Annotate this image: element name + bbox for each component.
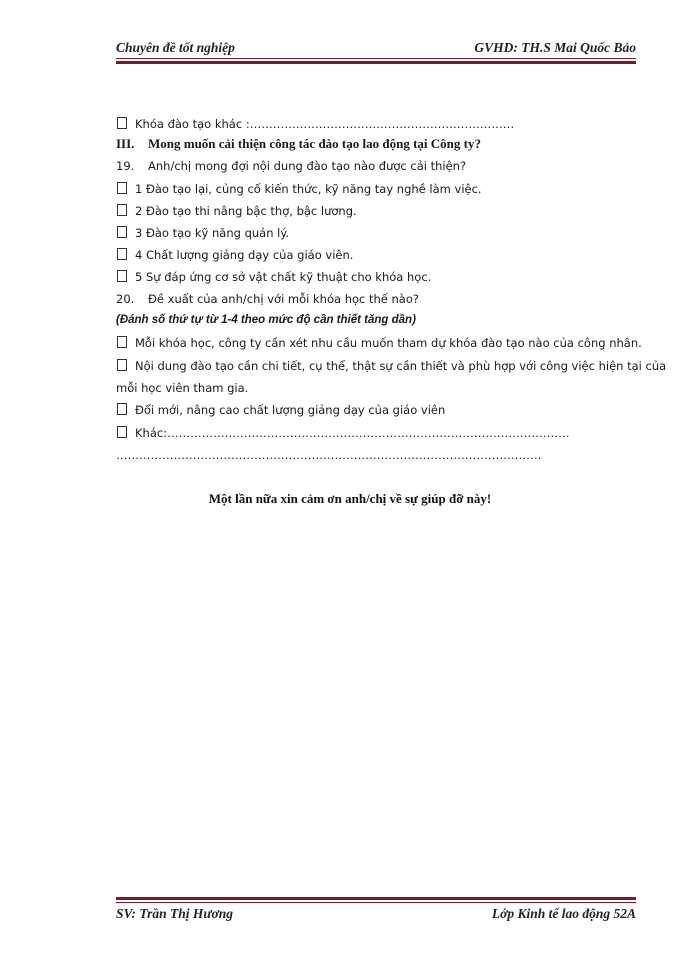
question-text: Anh/chị mong đợi nội dung đào tạo nào được cải thiện? [148, 159, 467, 173]
option-text: Khác:…………………………………………………………………………………………… [135, 426, 570, 440]
q20-option-2 [116, 359, 666, 373]
section-title: Mong muốn cải thiện công tác đào tạo lao động tại Công ty? [148, 136, 481, 151]
other-courses-text: Khóa đào tạo khác :…………………………………………………………… [135, 117, 515, 131]
checkbox-icon[interactable] [117, 226, 127, 238]
option-text: 3 Đào tạo kỹ năng quản lý. [135, 226, 290, 240]
option-text: 2 Đào tạo thi nâng bậc thợ, bậc lương. [135, 204, 357, 218]
section-heading [116, 136, 481, 152]
question-number: 19. [116, 159, 135, 173]
q19-option-5 [116, 270, 431, 284]
checkbox-icon[interactable] [117, 248, 127, 260]
header-right: GVHD: TH.S Mai Quốc Bảo [474, 40, 636, 55]
q19-option-1 [116, 182, 482, 196]
closing-thanks: Một lần nữa xin cảm ơn anh/chị về sự giúp đỡ này! [208, 491, 492, 506]
checkbox-icon[interactable] [117, 204, 127, 216]
checkbox-icon[interactable] [117, 117, 127, 129]
footer-rule [116, 897, 636, 903]
option-text: Mỗi khóa học, công ty cần xét nhu cầu muốn tham dự khóa đào tạo nào của công nhân. [135, 336, 642, 350]
option-text: 4 Chất lượng giảng dạy của giáo viên. [135, 248, 354, 262]
other-courses-item [116, 117, 514, 131]
question-20 [116, 292, 419, 306]
checkbox-icon[interactable] [117, 336, 127, 348]
q20-option-2-cont: mỗi học viên tham gia. [116, 381, 249, 395]
header-rule [116, 58, 636, 64]
question-20-note: (Đánh số thứ tự từ 1-4 theo mức độ cần thiết tăng dần) [116, 314, 416, 326]
q19-option-3 [116, 226, 289, 240]
option-text: Đổi mới, nâng cao chất lượng giảng dạy của giáo viên [135, 403, 446, 417]
question-19 [116, 159, 466, 173]
checkbox-icon[interactable] [117, 403, 127, 415]
footer-right: Lớp Kinh tế lao động 52A [491, 906, 636, 921]
q19-option-4 [116, 248, 353, 262]
q19-option-2 [116, 204, 357, 218]
option-text: 1 Đào tạo lại, củng cố kiến thức, kỹ năng tay nghề làm việc. [135, 182, 482, 196]
q20-option-1 [116, 336, 642, 350]
footer-left: SV: Trần Thị Hương [116, 906, 233, 921]
q20-option-other [116, 426, 570, 440]
q20-option-3 [116, 403, 445, 417]
checkbox-icon[interactable] [117, 426, 127, 438]
option-text: Nội dung đào tạo cần chi tiết, cụ thể, thật sự cần thiết và phù hợp với công việc hiện tại của [135, 359, 667, 373]
question-text: Đề xuất của anh/chị với mỗi khóa học thế nào? [148, 292, 419, 306]
q20-other-continuation: ………………………………………………………………………………………………… [116, 448, 542, 462]
checkbox-icon[interactable] [117, 270, 127, 282]
header-left: Chuyên đề tốt nghiệp [116, 40, 235, 55]
checkbox-icon[interactable] [117, 182, 127, 194]
option-text: 5 Sự đáp ứng cơ sở vật chất kỹ thuật cho khóa học. [135, 270, 432, 284]
checkbox-icon[interactable] [117, 359, 127, 371]
question-number: 20. [116, 292, 135, 306]
section-numeral: III. [116, 136, 135, 151]
